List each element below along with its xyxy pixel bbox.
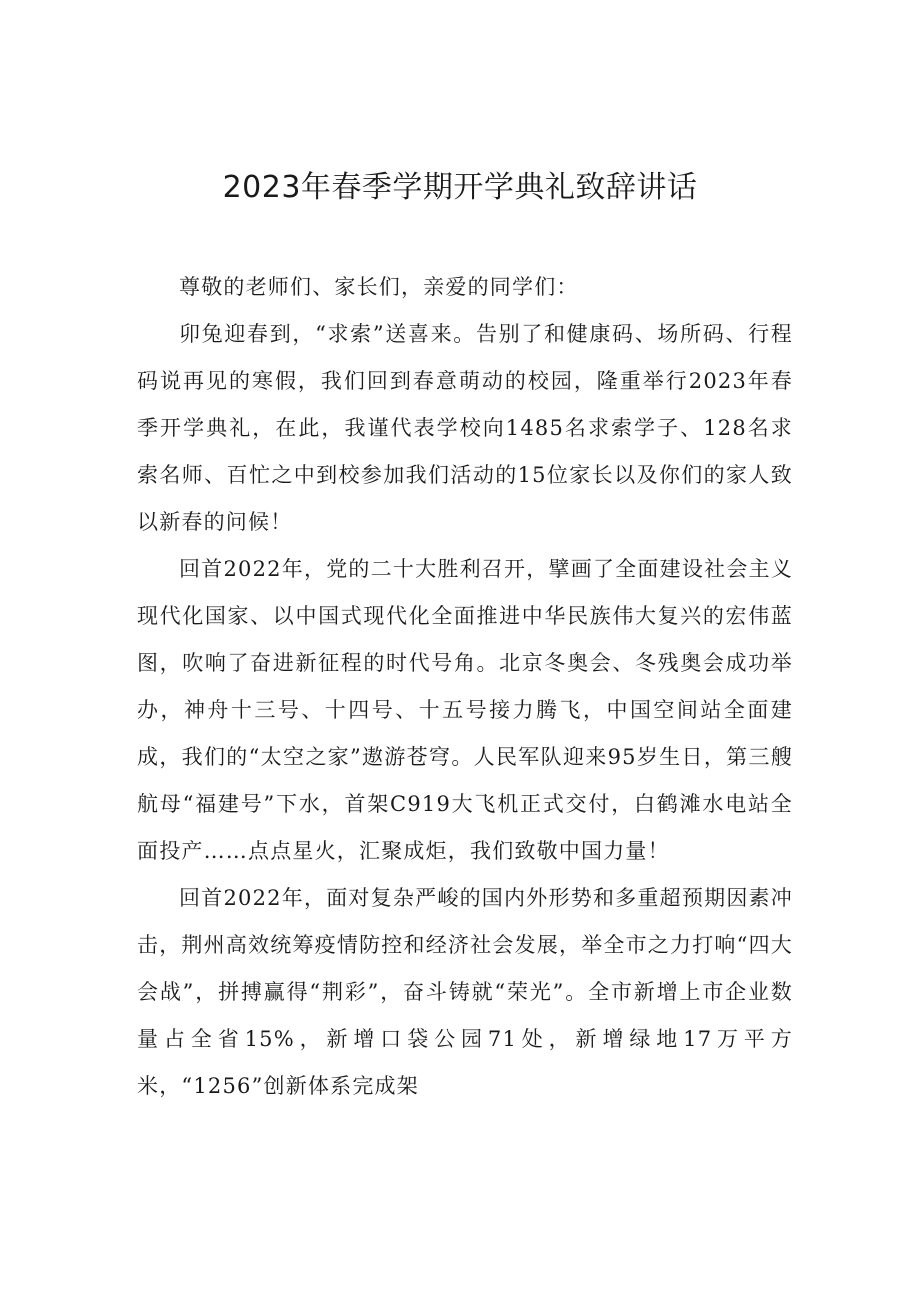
greeting-paragraph: 卯兔迎春到，“求索”送喜来。告别了和健康码、场所码、行程码说再见的寒假，我们回到春意萌动的校园，隆重举行2023年春季开学典礼，在此，我谨代表学校向1485名求索学子、128名求索名师、百忙之中到校参加我们活动的15位家长以及你们的家人致以新春的问候！ [137,322,793,534]
document-title: 2023年春季学期开学典礼致辞讲话 [222,170,698,205]
national-review-paragraph: 回首2022年，党的二十大胜利召开，擘画了全面建设社会主义现代化国家、以中国式现代化全面推进中华民族伟大复兴的宏伟蓝图，吹响了奋进新征程的时代号角。北京冬奥会、冬残奥会成功举办，神舟十三号、十四号、十五号接力腾飞，中国空间站全面建成，我们的“太空之家”遨游苍穹。人民军队迎来95岁生日，第三艘航母“福建号”下水，首架C919大飞机正式交付，白鹤滩水电站全面投产……点点星火，汇聚成炬，我们致敬中国力量！ [137,557,793,863]
city-review-paragraph: 回首2022年，面对复杂严峻的国内外形势和多重超预期因素冲击，荆州高效统筹疫情防控和经济社会发展，举全市之力打响“四大会战”，拼搏赢得“荆彩”，奋斗铸就“荣光”。全市新增上市企业数量占全省15%，新增口袋公园71处，新增绿地17万平方米，“1256”创新体系完成架 [137,886,793,1098]
salutation-paragraph: 尊敬的老师们、家长们，亲爱的同学们： [179,275,579,299]
document-body [137,264,793,1110]
